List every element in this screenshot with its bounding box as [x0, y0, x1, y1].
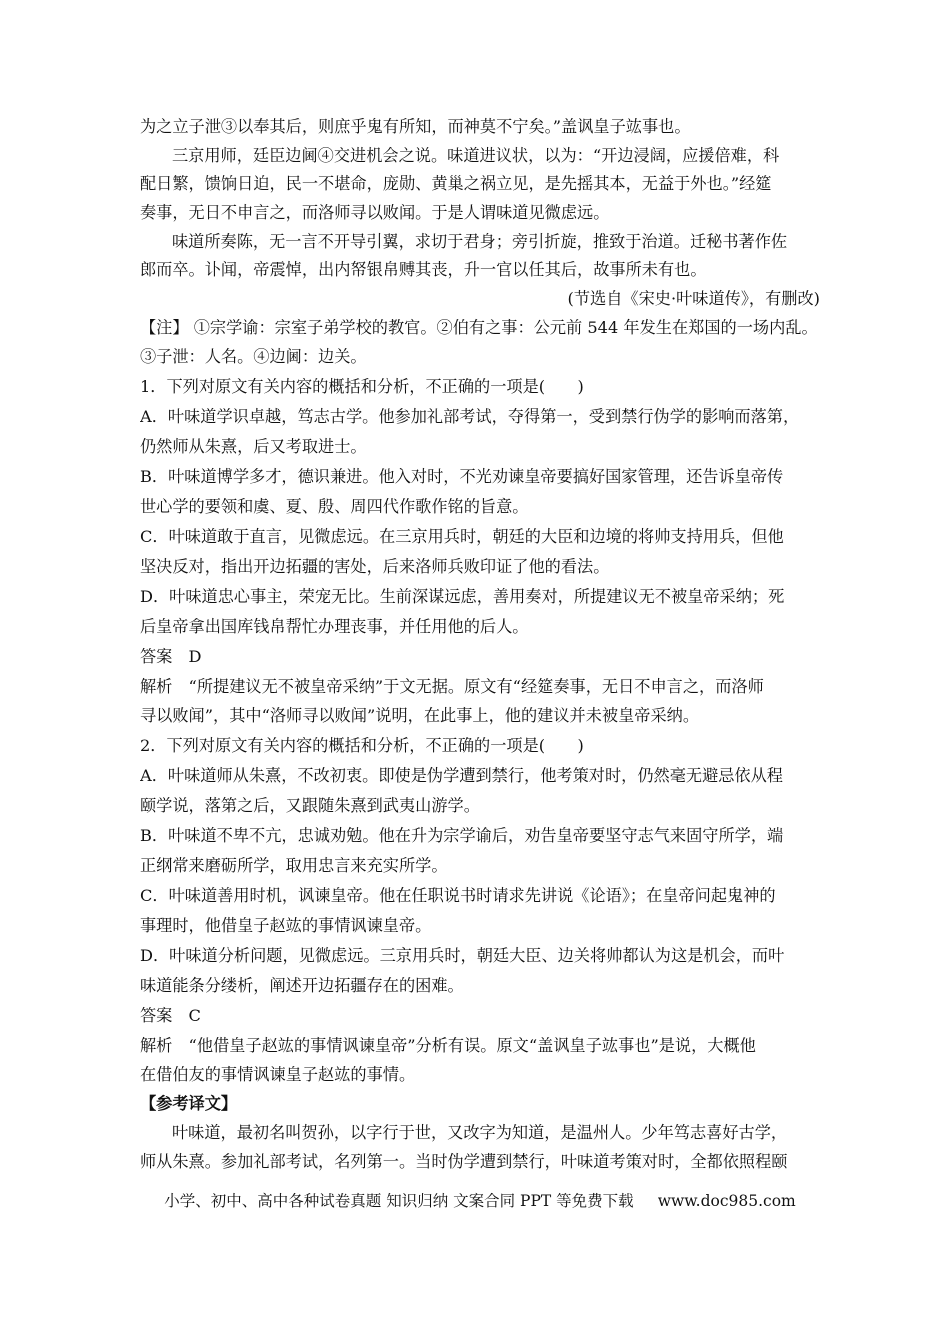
- note-line: ③子泄：人名。④边阃：边关。: [140, 347, 367, 366]
- q2-option-c: 事理时，他借皇子赵竑的事情讽谏皇帝。: [140, 916, 432, 935]
- translation-heading: 【参考译文】: [140, 1094, 238, 1113]
- q1-answer: 答案 D: [140, 647, 202, 666]
- q2-option-b: 正纲常来磨砺所学，取用忠言来充实所学。: [140, 856, 448, 875]
- translation-line: 师从朱熹。参加礼部考试，名列第一。当时伪学遭到禁行，叶味道考策对时，全都依照程颐: [140, 1152, 788, 1171]
- passage-line: 奏事，无日不申言之，而洛师寻以败闻。于是人谓味道见微虑远。: [140, 203, 610, 222]
- q1-option-c: 坚决反对，指出开边拓疆的害处，后来洛师兵败印证了他的看法。: [140, 557, 610, 576]
- q1-option-b: 世心学的要领和虞、夏、殷、周四代作歌作铭的旨意。: [140, 497, 529, 516]
- footer-text: 小学、初中、高中各种试卷真题 知识归纳 文案合同 PPT 等免费下载: [164, 1192, 634, 1210]
- q1-option-a: A．叶味道学识卓越，笃志古学。他参加礼部考试，夺得第一，受到禁行伪学的影响而落第，: [140, 407, 800, 426]
- page-footer: [140, 1190, 820, 1212]
- passage-line: 配日繁，馈饷日迫，民一不堪命，庞勋、黄巢之祸立见，是先摇其本，无益于外也。”经筵: [140, 174, 772, 193]
- translation-line: 叶味道，最初名叫贺孙，以字行于世，又改字为知道，是温州人。少年笃志喜好古学，: [172, 1123, 788, 1142]
- passage-line: 郎而卒。讣闻，帝震悼，出内帑银帛赙其丧，升一官以任其后，故事所未有也。: [140, 260, 707, 279]
- q2-analysis: 解析 “他借皇子赵竑的事情讽谏皇帝”分析有误。原文“盖讽皇子竑事也”是说，大概他: [140, 1036, 756, 1055]
- q2-option-b: B．叶味道不卑不亢，忠诚劝勉。他在升为宗学谕后，劝告皇帝要坚守志气来固守所学，端: [140, 826, 784, 845]
- passage-line: 三京用师，廷臣边阃④交进机会之说。味道进议状，以为：“开边浸阔，应援倍难，科: [172, 146, 780, 165]
- passage-line: 味道所奏陈，无一言不开导引翼，求切于君身；旁引折旋，推致于治道。迁秘书著作佐: [172, 232, 788, 251]
- q1-analysis: 寻以败闻”，其中“洛师寻以败闻”说明，在此事上，他的建议并未被皇帝采纳。: [140, 706, 700, 725]
- q1-option-c: C．叶味道敢于直言，见微虑远。在三京用兵时，朝廷的大臣和边境的将帅支持用兵，但他: [140, 527, 784, 546]
- q2-option-d: D．叶味道分析问题，见微虑远。三京用兵时，朝廷大臣、边关将帅都认为这是机会，而叶: [140, 946, 785, 965]
- question-2-stem: 2．下列对原文有关内容的概括和分析，不正确的一项是( ): [140, 736, 584, 755]
- q2-option-d: 味道能条分缕析，阐述开边拓疆存在的困难。: [140, 976, 464, 995]
- footer-url[interactable]: www.doc985.com: [657, 1192, 796, 1210]
- q2-analysis: 在借伯友的事情讽谏皇子赵竑的事情。: [140, 1065, 416, 1084]
- q2-option-a: A．叶味道师从朱熹，不改初衷。即使是伪学遭到禁行，他考策对时，仍然毫无避忌依从程: [140, 766, 783, 785]
- q2-option-a: 颐学说，落第之后，又跟随朱熹到武夷山游学。: [140, 796, 480, 815]
- q1-option-a: 仍然师从朱熹，后又考取进士。: [140, 437, 367, 456]
- passage-line: 为之立子泄③以奉其后，则庶乎鬼有所知，而神莫不宁矣。”盖讽皇子竑事也。: [140, 117, 691, 136]
- q1-option-b: B．叶味道博学多才，德识兼进。他入对时，不光劝谏皇帝要搞好国家管理，还告诉皇帝传: [140, 467, 784, 486]
- passage-source: (节选自《宋史·叶味道传》，有删改): [567, 289, 820, 308]
- note-line: 【注】 ①宗学谕：宗室子弟学校的教官。②伯有之事：公元前 544 年发生在郑国的一场内乱。: [140, 318, 818, 337]
- q1-analysis: 解析 “所提建议无不被皇帝采纳”于文无据。原文有“经筵奏事，无日不申言之，而洛师: [140, 677, 764, 696]
- question-1-stem: 1．下列对原文有关内容的概括和分析，不正确的一项是( ): [140, 377, 584, 396]
- q1-option-d: D．叶味道忠心事主，荣宠无比。生前深谋远虑，善用奏对，所提建议无不被皇帝采纳；死: [140, 587, 785, 606]
- q2-option-c: C．叶味道善用时机，讽谏皇帝。他在任职说书时请求先讲说《论语》；在皇帝问起鬼神的: [140, 886, 776, 905]
- q2-answer: 答案 C: [140, 1006, 201, 1025]
- q1-option-d: 后皇帝拿出国库钱帛帮忙办理丧事，并任用他的后人。: [140, 617, 529, 636]
